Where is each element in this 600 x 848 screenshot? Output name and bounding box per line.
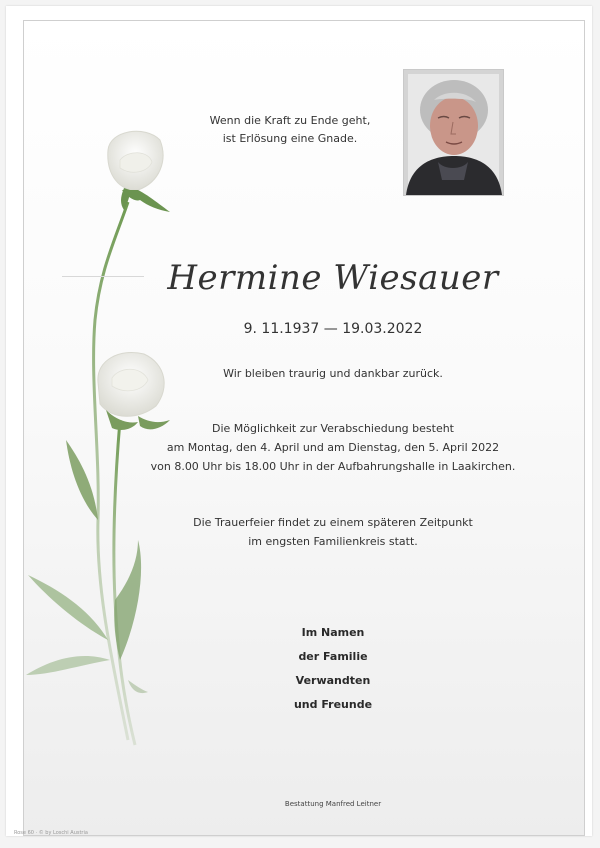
deceased-name: Hermine Wiesauer bbox=[167, 258, 499, 298]
footer-note: Rose 60 · © by Loschi Austria bbox=[14, 830, 88, 836]
signature-line-4: und Freunde bbox=[293, 698, 373, 711]
life-dates: 9. 11.1937 — 19.03.2022 bbox=[243, 321, 423, 337]
portrait-image bbox=[404, 70, 503, 195]
portrait-photo bbox=[403, 69, 504, 196]
quote-line-2: ist Erlösung eine Gnade. bbox=[222, 132, 358, 145]
signature-line-3: Verwandten bbox=[295, 674, 371, 687]
viewing-line-3: von 8.00 Uhr bis 18.00 Uhr in der Aufbahrungshalle in Laakirchen. bbox=[150, 460, 516, 473]
signature-line-1: Im Namen bbox=[301, 626, 365, 639]
quote-line-1: Wenn die Kraft zu Ende geht, bbox=[209, 114, 371, 127]
viewing-line-1: Die Möglichkeit zur Verabschiedung besteht bbox=[211, 422, 454, 435]
funeral-line-1: Die Trauerfeier findet zu einem späteren Zeitpunkt bbox=[193, 516, 473, 529]
memorial-quote bbox=[180, 112, 400, 148]
farewell-text: Wir bleiben traurig und dankbar zurück. bbox=[223, 367, 443, 380]
viewing-line-2: am Montag, den 4. April und am Dienstag, den 5. April 2022 bbox=[166, 441, 500, 454]
signature-line-2: der Familie bbox=[298, 650, 368, 663]
funeral-line-2: im engsten Familienkreis statt. bbox=[248, 535, 418, 548]
undertaker-name: Bestattung Manfred Leitner bbox=[284, 800, 382, 808]
